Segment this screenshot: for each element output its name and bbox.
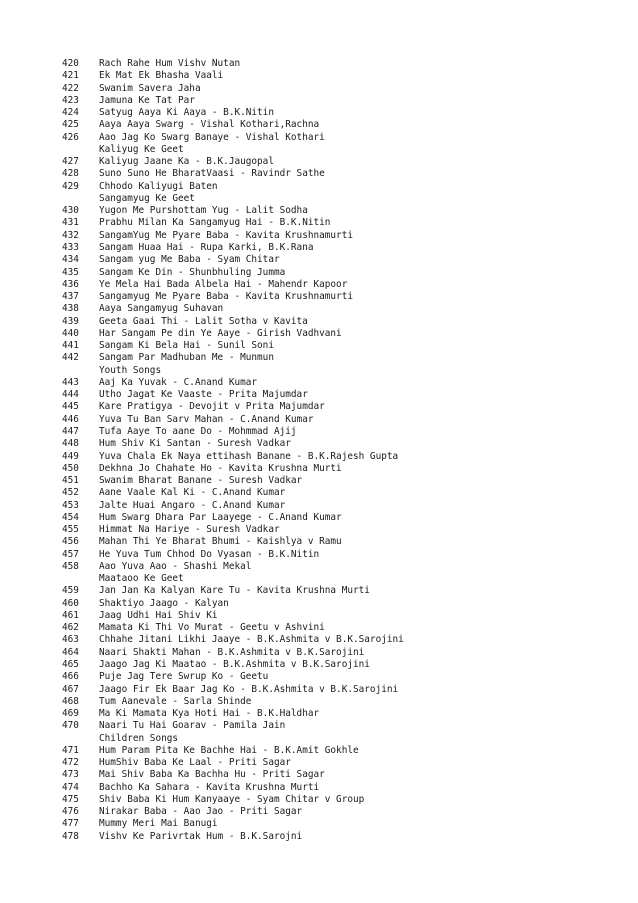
song-number: 446 [62, 413, 79, 425]
section-heading: Maataoo Ke Geet [99, 573, 184, 585]
song-number: 438 [62, 303, 79, 315]
song-number: 453 [62, 499, 79, 511]
song-title: Mahan Thi Ye Bharat Bhumi - Kaishlya v Ramu [99, 536, 342, 548]
song-title: Yugon Me Purshottam Yug - Lalit Sodha [99, 205, 308, 217]
song-row [62, 720, 622, 732]
song-title: Hum Shiv Ki Santan - Suresh Vadkar [99, 438, 291, 450]
song-number: 439 [62, 315, 79, 327]
song-number: 420 [62, 58, 79, 69]
song-row [62, 279, 622, 291]
song-number: 447 [62, 425, 79, 437]
section-heading: Sangamyug Ke Geet [99, 192, 195, 204]
song-number: 427 [62, 156, 79, 168]
song-title: Tufa Aaye To aane Do - Mohmmad Ajij [99, 425, 297, 437]
song-number: 452 [62, 487, 79, 499]
song-title: Yuva Tu Ban Sarv Mahan - C.Anand Kumar [99, 413, 314, 425]
song-number: 454 [62, 511, 79, 523]
song-title: Himmat Na Hariye - Suresh Vadkar [99, 524, 280, 536]
song-title: Chhodo Kaliyugi Baten [99, 180, 218, 192]
section-heading: Children Songs [99, 732, 179, 744]
song-number: 456 [62, 536, 79, 548]
song-row [62, 95, 622, 107]
song-number: 436 [62, 278, 79, 290]
song-row [62, 549, 622, 561]
song-number: 435 [62, 266, 79, 278]
section-heading-row [62, 193, 622, 205]
song-title: Chhahe Jitani Likhi Jaaye - B.K.Ashmita v B.K.Sarojini [99, 634, 404, 646]
song-number: 478 [62, 830, 79, 842]
song-row [62, 671, 622, 683]
song-title: Jamuna Ke Tat Par [99, 94, 195, 106]
song-number [62, 144, 99, 156]
song-title: Kaliyug Jaane Ka - B.K.Jaugopal [99, 156, 274, 168]
song-row [62, 426, 622, 438]
song-number: 461 [62, 609, 79, 621]
song-row [62, 352, 622, 364]
song-row [62, 132, 622, 144]
song-title: Naari Tu Hai Goarav - Pamila Jain [99, 720, 286, 732]
song-number: 444 [62, 389, 79, 401]
song-number: 468 [62, 695, 79, 707]
song-title: Swanim Savera Jaha [99, 82, 201, 94]
song-title: Jaago Jag Ki Maatao - B.K.Ashmita v B.K.Sarojini [99, 659, 370, 671]
song-title: HumShiv Baba Ke Laal - Priti Sagar [99, 757, 291, 769]
song-row [62, 708, 622, 720]
section-heading-row [62, 365, 622, 377]
song-row [62, 181, 622, 193]
song-row [62, 107, 622, 119]
song-row [62, 230, 622, 242]
song-row [62, 463, 622, 475]
song-title: Prabhu Milan Ka Sangamyug Hai - B.K.Nitin [99, 217, 331, 229]
song-title: Sangam Ki Bela Hai - Sunil Soni [99, 340, 274, 352]
song-number: 430 [62, 205, 79, 217]
song-number: 434 [62, 254, 79, 266]
song-row [62, 83, 622, 95]
song-title: Mummy Meri Mai Banugi [99, 818, 218, 830]
song-title: Sangam Par Madhuban Me - Munmun [99, 352, 274, 364]
song-number: 451 [62, 475, 79, 487]
song-number: 437 [62, 291, 79, 303]
song-number: 433 [62, 241, 79, 253]
song-title: Puje Jag Tere Swrup Ko - Geetu [99, 671, 269, 683]
song-row [62, 561, 622, 573]
song-title: Nirakar Baba - Aao Jao - Priti Sagar [99, 806, 303, 818]
song-number: 470 [62, 720, 79, 732]
song-row [62, 757, 622, 769]
song-row [62, 769, 622, 781]
song-list [62, 58, 622, 843]
song-title: Ma Ki Mamata Kya Hoti Hai - B.K.Haldhar [99, 708, 320, 720]
song-row [62, 156, 622, 168]
song-number: 460 [62, 597, 79, 609]
song-row [62, 475, 622, 487]
song-title: SangamYug Me Pyare Baba - Kavita Krushnamurti [99, 229, 353, 241]
song-row [62, 659, 622, 671]
song-row [62, 401, 622, 413]
song-row [62, 610, 622, 622]
song-row [62, 242, 622, 254]
song-row [62, 634, 622, 646]
song-title: Hum Param Pita Ke Bachhe Hai - B.K.Amit Gokhle [99, 744, 359, 756]
song-number: 472 [62, 757, 79, 769]
song-number [62, 573, 99, 585]
song-row [62, 119, 622, 131]
song-title: Bachho Ka Sahara - Kavita Krushna Murti [99, 781, 320, 793]
song-title: Sangam Ke Din - Shunbhuling Jumma [99, 266, 286, 278]
song-title: Jalte Huai Angaro - C.Anand Kumar [99, 499, 286, 511]
song-number: 441 [62, 340, 79, 352]
song-title: Kare Pratigya - Devojit v Prita Majumdar [99, 401, 325, 413]
song-number: 466 [62, 671, 79, 683]
song-number: 445 [62, 401, 79, 413]
song-row [62, 438, 622, 450]
song-row [62, 254, 622, 266]
song-number: 424 [62, 107, 79, 119]
song-title: Har Sangam Pe din Ye Aaye - Girish Vadhvani [99, 327, 342, 339]
song-number: 462 [62, 622, 79, 634]
song-title: Aaj Ka Yuvak - C.Anand Kumar [99, 376, 258, 388]
song-number: 457 [62, 548, 79, 560]
song-row [62, 585, 622, 597]
song-number: 450 [62, 462, 79, 474]
song-row [62, 598, 622, 610]
song-title: Sangamyug Me Pyare Baba - Kavita Krushnamurti [99, 291, 353, 303]
song-number: 458 [62, 560, 79, 572]
song-title: He Yuva Tum Chhod Do Vyasan - B.K.Nitin [99, 548, 320, 560]
song-row [62, 524, 622, 536]
song-title: Aao Yuva Aao - Shashi Mekal [99, 560, 252, 572]
song-row [62, 745, 622, 757]
song-title: Aao Jag Ko Swarg Banaye - Vishal Kothari [99, 131, 325, 143]
song-row [62, 70, 622, 82]
song-row [62, 340, 622, 352]
song-row [62, 696, 622, 708]
song-row [62, 536, 622, 548]
song-title: Mamata Ki Thi Vo Murat - Geetu v Ashvini [99, 622, 325, 634]
song-number: 421 [62, 70, 79, 82]
song-number: 463 [62, 634, 79, 646]
section-heading: Youth Songs [99, 364, 162, 376]
song-number: 465 [62, 659, 79, 671]
song-number: 459 [62, 585, 79, 597]
song-number: 426 [62, 131, 79, 143]
song-row [62, 684, 622, 696]
song-row [62, 217, 622, 229]
song-title: Aaya Aaya Swarg - Vishal Kothari,Rachna [99, 119, 320, 131]
section-heading-row [62, 144, 622, 156]
song-number: 440 [62, 327, 79, 339]
song-title: Aaya Sangamyug Suhavan [99, 303, 224, 315]
song-row [62, 831, 622, 843]
song-title: Jaag Udhi Hai Shiv Ki [99, 609, 218, 621]
song-title: Rach Rahe Hum Vishv Nutan [99, 58, 241, 69]
song-title: Ek Mat Ek Bhasha Vaali [99, 70, 224, 82]
song-title: Vishv Ke Parivrtak Hum - B.K.Sarojni [99, 830, 303, 842]
song-number: 423 [62, 94, 79, 106]
song-number: 469 [62, 708, 79, 720]
song-number: 429 [62, 180, 79, 192]
song-row [62, 818, 622, 830]
song-number: 474 [62, 781, 79, 793]
song-title: Yuva Chala Ek Naya ettihash Banane - B.K.Rajesh Gupta [99, 450, 399, 462]
song-title: Utho Jagat Ke Vaaste - Prita Majumdar [99, 389, 308, 401]
section-heading-row [62, 573, 622, 585]
song-title: Swanim Bharat Banane - Suresh Vadkar [99, 475, 303, 487]
song-title: Sangam Huaa Hai - Rupa Karki, B.K.Rana [99, 241, 314, 253]
song-row [62, 500, 622, 512]
song-number: 476 [62, 806, 79, 818]
song-number: 471 [62, 744, 79, 756]
song-number [62, 365, 99, 377]
song-row [62, 168, 622, 180]
song-title: Sangam yug Me Baba - Syam Chitar [99, 254, 280, 266]
song-row [62, 622, 622, 634]
song-number: 431 [62, 217, 79, 229]
song-number: 432 [62, 229, 79, 241]
song-row [62, 291, 622, 303]
song-row [62, 794, 622, 806]
song-number: 422 [62, 82, 79, 94]
song-number: 475 [62, 793, 79, 805]
song-title: Aane Vaale Kal Ki - C.Anand Kumar [99, 487, 286, 499]
song-row [62, 647, 622, 659]
song-title: Shaktiyo Jaago - Kalyan [99, 597, 229, 609]
song-title: Geeta Gaai Thi - Lalit Sotha v Kavita [99, 315, 308, 327]
song-row [62, 389, 622, 401]
song-number: 464 [62, 646, 79, 658]
song-number: 449 [62, 450, 79, 462]
song-title: Suno Suno He BharatVaasi - Ravindr Sathe [99, 168, 325, 180]
song-row [62, 267, 622, 279]
song-row [62, 451, 622, 463]
song-number: 442 [62, 352, 79, 364]
song-number: 448 [62, 438, 79, 450]
song-row [62, 377, 622, 389]
song-row [62, 782, 622, 794]
song-row [62, 205, 622, 217]
song-number: 467 [62, 683, 79, 695]
song-title: Dekhna Jo Chahate Ho - Kavita Krushna Murti [99, 462, 342, 474]
song-row [62, 316, 622, 328]
song-title: Jan Jan Ka Kalyan Kare Tu - Kavita Krushna Murti [99, 585, 370, 597]
song-row [62, 512, 622, 524]
song-number: 473 [62, 769, 79, 781]
song-row [62, 414, 622, 426]
song-title: Ye Mela Hai Bada Albela Hai - Mahendr Kapoor [99, 278, 348, 290]
song-title: Mai Shiv Baba Ka Bachha Hu - Priti Sagar [99, 769, 325, 781]
song-title: Shiv Baba Ki Hum Kanyaaye - Syam Chitar v Group [99, 793, 365, 805]
song-number: 428 [62, 168, 79, 180]
song-row [62, 806, 622, 818]
section-heading-row [62, 733, 622, 745]
song-row [62, 58, 622, 70]
song-number: 443 [62, 376, 79, 388]
song-row [62, 328, 622, 340]
song-number: 477 [62, 818, 79, 830]
song-row [62, 487, 622, 499]
song-row [62, 303, 622, 315]
song-title: Jaago Fir Ek Baar Jag Ko - B.K.Ashmita v B.K.Sarojini [99, 683, 399, 695]
song-number [62, 733, 99, 745]
song-title: Tum Aanevale - Sarla Shinde [99, 695, 252, 707]
song-number [62, 193, 99, 205]
section-heading: Kaliyug Ke Geet [99, 143, 184, 155]
song-title: Hum Swarg Dhara Par Laayege - C.Anand Kumar [99, 511, 342, 523]
song-title: Naari Shakti Mahan - B.K.Ashmita v B.K.Sarojini [99, 646, 365, 658]
song-title: Satyug Aaya Ki Aaya - B.K.Nitin [99, 107, 274, 119]
song-number: 425 [62, 119, 79, 131]
song-number: 455 [62, 524, 79, 536]
